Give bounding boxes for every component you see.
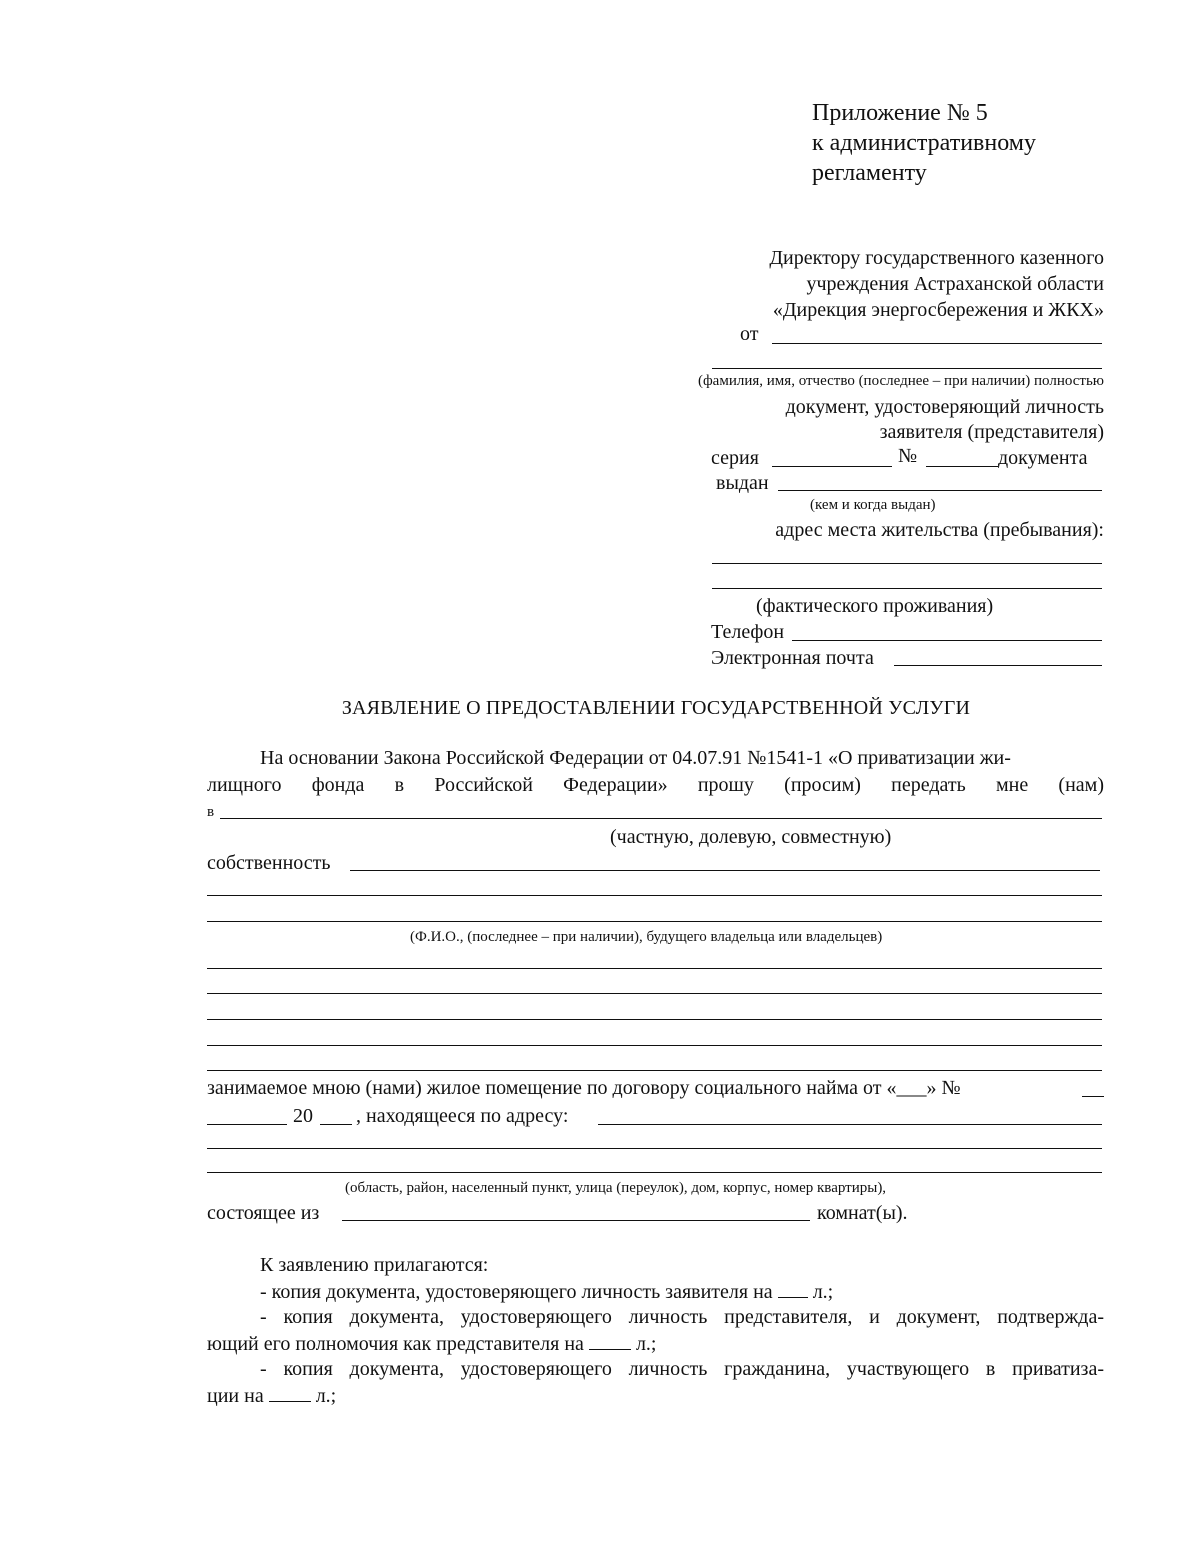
attachment-item-2-text: ющий его полномочия как представителя на xyxy=(207,1333,584,1355)
from-name-field-2[interactable] xyxy=(712,368,1102,369)
owners-field-7[interactable] xyxy=(207,1045,1102,1046)
rooms-label: комнат(ы). xyxy=(817,1202,908,1224)
addressee-line-3: «Дирекция энергосбережения и ЖКХ» xyxy=(772,299,1104,321)
owners-field-1[interactable] xyxy=(350,870,1100,871)
email-field[interactable] xyxy=(894,665,1102,666)
attachment-item-2-end: л.; xyxy=(635,1333,657,1355)
document-number-field[interactable] xyxy=(926,466,998,467)
address-field-1[interactable] xyxy=(712,563,1102,564)
owners-field-6[interactable] xyxy=(207,1019,1102,1020)
document-title: ЗАЯВЛЕНИЕ О ПРЕДОСТАВЛЕНИИ ГОСУДАРСТВЕННОЙ УСЛУГИ xyxy=(341,697,971,719)
premises-address-field-1[interactable] xyxy=(598,1124,1102,1125)
series-field[interactable] xyxy=(772,466,892,467)
located-label: , находящееся по адресу: xyxy=(356,1105,569,1127)
attachment-item-1-pages-field[interactable] xyxy=(778,1279,808,1298)
issued-label: выдан xyxy=(716,472,769,494)
premises-address-field-3[interactable] xyxy=(207,1172,1102,1173)
phone-label: Телефон xyxy=(711,621,785,643)
email-label: Электронная почта xyxy=(711,647,874,669)
series-label: серия xyxy=(711,447,759,469)
attachment-item-2-line-1: - копия документа, удостоверяющего личность представителя, и документ, подтвержда- xyxy=(260,1306,1104,1328)
attachment-item-3-line-1: - копия документа, удостоверяющего личность гражданина, участвующего в приватиза- xyxy=(260,1358,1104,1380)
address-label: адрес места жительства (пребывания): xyxy=(775,519,1104,541)
from-name-field[interactable] xyxy=(772,343,1102,344)
document-word: документа xyxy=(998,447,1088,469)
consists-label: состоящее из xyxy=(207,1202,320,1224)
attachment-item-2-pages-field[interactable] xyxy=(589,1331,631,1350)
actual-residence-hint: (фактического проживания) xyxy=(756,595,994,617)
premises-address-field-2[interactable] xyxy=(207,1148,1102,1149)
body-para-line-1: На основании Закона Российской Федерации от 04.07.91 №1541-1 «О приватизации жи- xyxy=(260,747,1011,769)
address-hint: (область, район, населенный пункт, улица (переулок), дом, корпус, номер квартиры), xyxy=(345,1180,887,1196)
ownership-label: собственность xyxy=(207,852,331,874)
address-field-2[interactable] xyxy=(712,588,1102,589)
addressee-line-1: Директору государственного казенного xyxy=(769,247,1104,269)
owners-field-8[interactable] xyxy=(207,1070,1102,1071)
phone-field[interactable] xyxy=(792,640,1102,641)
contract-number-field[interactable] xyxy=(1082,1096,1104,1097)
number-sign: № xyxy=(898,445,918,467)
attachments-header: К заявлению прилагаются: xyxy=(260,1254,489,1276)
attachment-item-3-text: ции на xyxy=(207,1385,264,1407)
attachment-item-3-line-2 xyxy=(207,1383,336,1408)
contract-date-field[interactable] xyxy=(207,1124,287,1125)
in-label: в xyxy=(207,804,215,820)
attachment-item-1-end: л.; xyxy=(812,1281,834,1303)
issued-field[interactable] xyxy=(778,490,1102,491)
appendix-line-3: регламенту xyxy=(812,160,927,186)
appendix-number: Приложение № 5 xyxy=(812,100,988,126)
addressee-line-2: учреждения Астраханской области xyxy=(806,273,1104,295)
id-document-line-2: заявителя (представителя) xyxy=(879,421,1104,443)
from-label: от xyxy=(740,323,759,345)
attachment-item-1-text: - копия документа, удостоверяющего личность заявителя на xyxy=(260,1281,773,1303)
owners-field-5[interactable] xyxy=(207,993,1102,994)
attachment-item-3-end: л.; xyxy=(315,1385,337,1407)
appendix-line-2: к административному xyxy=(812,130,1036,156)
ownership-hint: (частную, долевую, совместную) xyxy=(610,826,892,848)
contract-year-field[interactable] xyxy=(320,1124,352,1125)
premises-line-1: занимаемое мною (нами) жилое помещение по договору социального найма от «___» № xyxy=(207,1077,961,1099)
owners-field-2[interactable] xyxy=(207,895,1102,896)
year-prefix: 20 xyxy=(293,1105,313,1127)
attachment-item-3-pages-field[interactable] xyxy=(269,1383,311,1402)
rooms-count-field[interactable] xyxy=(342,1220,810,1221)
fio-hint: (фамилия, имя, отчество (последнее – при наличии) полностью xyxy=(697,373,1104,389)
attachment-item-1 xyxy=(260,1279,833,1304)
owners-hint: (Ф.И.О., (последнее – при наличии), будущего владельца или владельцев) xyxy=(410,929,883,945)
id-document-line-1: документ, удостоверяющий личность xyxy=(785,396,1104,418)
owners-field-4[interactable] xyxy=(207,968,1102,969)
attachment-item-2-line-2 xyxy=(207,1331,656,1356)
issued-hint: (кем и когда выдан) xyxy=(810,497,936,513)
ownership-type-field[interactable] xyxy=(220,818,1102,819)
body-para-line-2: лищного фонда в Российской Федерации» прошу (просим) передать мне (нам) xyxy=(207,774,1104,796)
owners-field-3[interactable] xyxy=(207,921,1102,922)
